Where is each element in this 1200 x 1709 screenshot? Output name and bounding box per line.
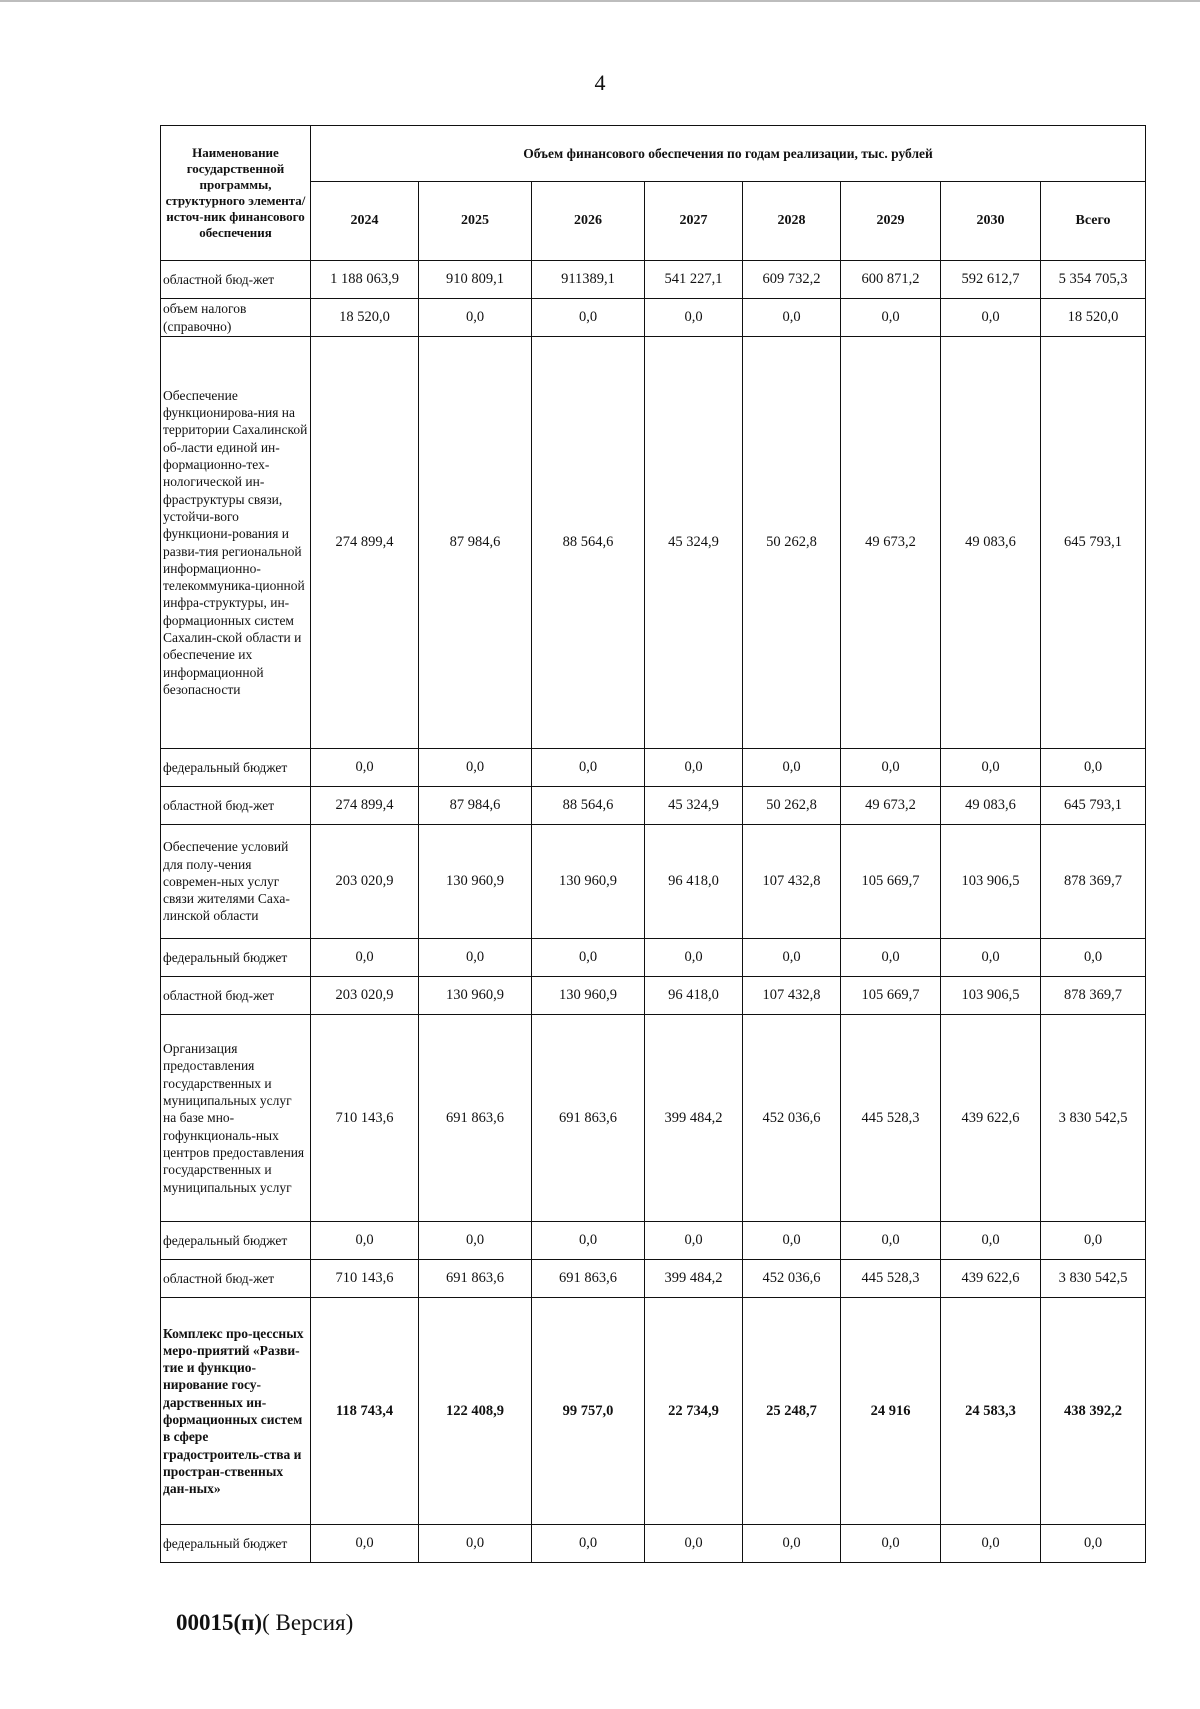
cell-value: 0,0 (1041, 1222, 1146, 1260)
cell-value: 107 432,8 (743, 977, 841, 1015)
cell-value: 0,0 (1041, 1525, 1146, 1563)
header-year-2027: 2027 (645, 182, 743, 261)
cell-value: 399 484,2 (645, 1015, 743, 1222)
cell-value: 0,0 (743, 299, 841, 337)
cell-value: 88 564,6 (532, 787, 645, 825)
header-year-2024: 2024 (311, 182, 419, 261)
table-row (161, 977, 1146, 1015)
row-label: Обеспечение условий для полу-чения современ-ных услуг связи жителями Саха-линской области (161, 825, 311, 939)
row-label: Обеспечение функционирова-ния на территории Сахалинской об-ласти единой ин-формационно-тех-нологической ин-фраструктуры связи, устойчи-вого функциони-рования и разви-тия региональной информационно-телекоммуника-ционной инфра-структуры, ин-формационных систем Сахалин-ской области и обеспечение их информационной безопасности (161, 337, 311, 749)
cell-value: 105 669,7 (841, 977, 941, 1015)
cell-value: 0,0 (419, 299, 532, 337)
table-row (161, 825, 1146, 939)
cell-value: 0,0 (1041, 939, 1146, 977)
header-year-2028: 2028 (743, 182, 841, 261)
cell-value: 96 418,0 (645, 977, 743, 1015)
cell-value: 0,0 (532, 749, 645, 787)
row-label: областной бюд-жет (161, 1260, 311, 1298)
cell-value: 0,0 (645, 749, 743, 787)
cell-value: 0,0 (311, 939, 419, 977)
table-row (161, 1525, 1146, 1563)
cell-value: 274 899,4 (311, 337, 419, 749)
cell-value: 130 960,9 (419, 825, 532, 939)
cell-value: 452 036,6 (743, 1015, 841, 1222)
cell-value: 103 906,5 (941, 977, 1041, 1015)
cell-value: 0,0 (841, 1525, 941, 1563)
cell-value: 399 484,2 (645, 1260, 743, 1298)
cell-value: 878 369,7 (1041, 977, 1146, 1015)
row-label: объем налогов (справочно) (161, 299, 311, 337)
cell-value: 911389,1 (532, 261, 645, 299)
cell-value: 274 899,4 (311, 787, 419, 825)
table-row (161, 337, 1146, 749)
table-row (161, 939, 1146, 977)
cell-value: 49 083,6 (941, 337, 1041, 749)
cell-value: 0,0 (532, 1525, 645, 1563)
header-year-2025: 2025 (419, 182, 532, 261)
cell-value: 96 418,0 (645, 825, 743, 939)
row-label: Комплекс про-цессных меро-приятий «Разви-тие и функцио-нирование госу-дарственных ин-формационных систем в сфере градостроитель-ства и простран-ственных дан-ных» (161, 1298, 311, 1525)
cell-value: 18 520,0 (311, 299, 419, 337)
cell-value: 3 830 542,5 (1041, 1260, 1146, 1298)
cell-value: 107 432,8 (743, 825, 841, 939)
table-row (161, 1015, 1146, 1222)
table-row (161, 749, 1146, 787)
cell-value: 130 960,9 (532, 825, 645, 939)
row-label: федеральный бюджет (161, 749, 311, 787)
cell-value: 0,0 (743, 1222, 841, 1260)
header-total: Всего (1041, 182, 1146, 261)
cell-value: 691 863,6 (532, 1260, 645, 1298)
document-code-suffix: ( Версия) (262, 1610, 354, 1635)
cell-value: 445 528,3 (841, 1015, 941, 1222)
cell-value: 438 392,2 (1041, 1298, 1146, 1525)
cell-value: 103 906,5 (941, 825, 1041, 939)
cell-value: 130 960,9 (419, 977, 532, 1015)
cell-value: 0,0 (941, 1222, 1041, 1260)
cell-value: 0,0 (532, 1222, 645, 1260)
document-code-number: 00015(п) (176, 1610, 263, 1635)
cell-value: 645 793,1 (1041, 787, 1146, 825)
cell-value: 0,0 (532, 939, 645, 977)
cell-value: 18 520,0 (1041, 299, 1146, 337)
row-label: областной бюд-жет (161, 977, 311, 1015)
table-row (161, 299, 1146, 337)
header-program-name: Наименование государственной программы, структурного элемента/источ-ник финансового обеспечения (161, 126, 311, 261)
row-label: Организация предоставления государственных и муниципальных услуг на базе мно-гофункциональ-ных центров предоставления государственных и муниципальных услуг (161, 1015, 311, 1222)
cell-value: 24 916 (841, 1298, 941, 1525)
page-number: 4 (594, 70, 606, 95)
cell-value: 710 143,6 (311, 1260, 419, 1298)
cell-value: 0,0 (841, 299, 941, 337)
row-label: федеральный бюджет (161, 1525, 311, 1563)
cell-value: 439 622,6 (941, 1015, 1041, 1222)
cell-value: 0,0 (841, 1222, 941, 1260)
cell-value: 0,0 (941, 1525, 1041, 1563)
cell-value: 609 732,2 (743, 261, 841, 299)
cell-value: 0,0 (645, 299, 743, 337)
cell-value: 122 408,9 (419, 1298, 532, 1525)
cell-value: 878 369,7 (1041, 825, 1146, 939)
cell-value: 0,0 (1041, 749, 1146, 787)
cell-value: 0,0 (941, 299, 1041, 337)
cell-value: 105 669,7 (841, 825, 941, 939)
cell-value: 3 830 542,5 (1041, 1015, 1146, 1222)
cell-value: 45 324,9 (645, 337, 743, 749)
cell-value: 0,0 (743, 939, 841, 977)
cell-value: 49 673,2 (841, 787, 941, 825)
cell-value: 645 793,1 (1041, 337, 1146, 749)
cell-value: 691 863,6 (419, 1015, 532, 1222)
cell-value: 452 036,6 (743, 1260, 841, 1298)
cell-value: 0,0 (419, 939, 532, 977)
document-code (176, 1610, 353, 1636)
scan-edge-line (0, 0, 1200, 2)
cell-value: 0,0 (941, 749, 1041, 787)
cell-value: 203 020,9 (311, 977, 419, 1015)
cell-value: 0,0 (311, 1222, 419, 1260)
cell-value: 99 757,0 (532, 1298, 645, 1525)
header-year-2026: 2026 (532, 182, 645, 261)
cell-value: 592 612,7 (941, 261, 1041, 299)
cell-value: 49 673,2 (841, 337, 941, 749)
cell-value: 691 863,6 (532, 1015, 645, 1222)
cell-value: 600 871,2 (841, 261, 941, 299)
cell-value: 0,0 (743, 1525, 841, 1563)
cell-value: 0,0 (311, 1525, 419, 1563)
cell-value: 710 143,6 (311, 1015, 419, 1222)
cell-value: 0,0 (645, 1222, 743, 1260)
cell-value: 88 564,6 (532, 337, 645, 749)
cell-value: 45 324,9 (645, 787, 743, 825)
cell-value: 22 734,9 (645, 1298, 743, 1525)
header-year-2029: 2029 (841, 182, 941, 261)
cell-value: 87 984,6 (419, 337, 532, 749)
cell-value: 0,0 (841, 939, 941, 977)
cell-value: 5 354 705,3 (1041, 261, 1146, 299)
cell-value: 50 262,8 (743, 337, 841, 749)
cell-value: 49 083,6 (941, 787, 1041, 825)
cell-value: 203 020,9 (311, 825, 419, 939)
cell-value: 118 743,4 (311, 1298, 419, 1525)
cell-value: 0,0 (941, 939, 1041, 977)
cell-value: 0,0 (419, 1222, 532, 1260)
cell-value: 439 622,6 (941, 1260, 1041, 1298)
header-year-2030: 2030 (941, 182, 1041, 261)
cell-value: 50 262,8 (743, 787, 841, 825)
cell-value: 910 809,1 (419, 261, 532, 299)
row-label: федеральный бюджет (161, 1222, 311, 1260)
cell-value: 0,0 (743, 749, 841, 787)
cell-value: 445 528,3 (841, 1260, 941, 1298)
cell-value: 0,0 (419, 749, 532, 787)
table-row (161, 787, 1146, 825)
cell-value: 24 583,3 (941, 1298, 1041, 1525)
cell-value: 130 960,9 (532, 977, 645, 1015)
cell-value: 0,0 (311, 749, 419, 787)
cell-value: 0,0 (645, 1525, 743, 1563)
financing-table (160, 125, 1146, 1563)
table-row (161, 1222, 1146, 1260)
cell-value: 691 863,6 (419, 1260, 532, 1298)
cell-value: 1 188 063,9 (311, 261, 419, 299)
table-row (161, 1260, 1146, 1298)
cell-value: 0,0 (419, 1525, 532, 1563)
cell-value: 0,0 (532, 299, 645, 337)
row-label: федеральный бюджет (161, 939, 311, 977)
cell-value: 25 248,7 (743, 1298, 841, 1525)
header-financing-volume: Объем финансового обеспечения по годам реализации, тыс. рублей (311, 126, 1146, 182)
cell-value: 87 984,6 (419, 787, 532, 825)
cell-value: 541 227,1 (645, 261, 743, 299)
cell-value: 0,0 (645, 939, 743, 977)
table-row (161, 261, 1146, 299)
cell-value: 0,0 (841, 749, 941, 787)
table-row (161, 1298, 1146, 1525)
row-label: областной бюд-жет (161, 261, 311, 299)
row-label: областной бюд-жет (161, 787, 311, 825)
